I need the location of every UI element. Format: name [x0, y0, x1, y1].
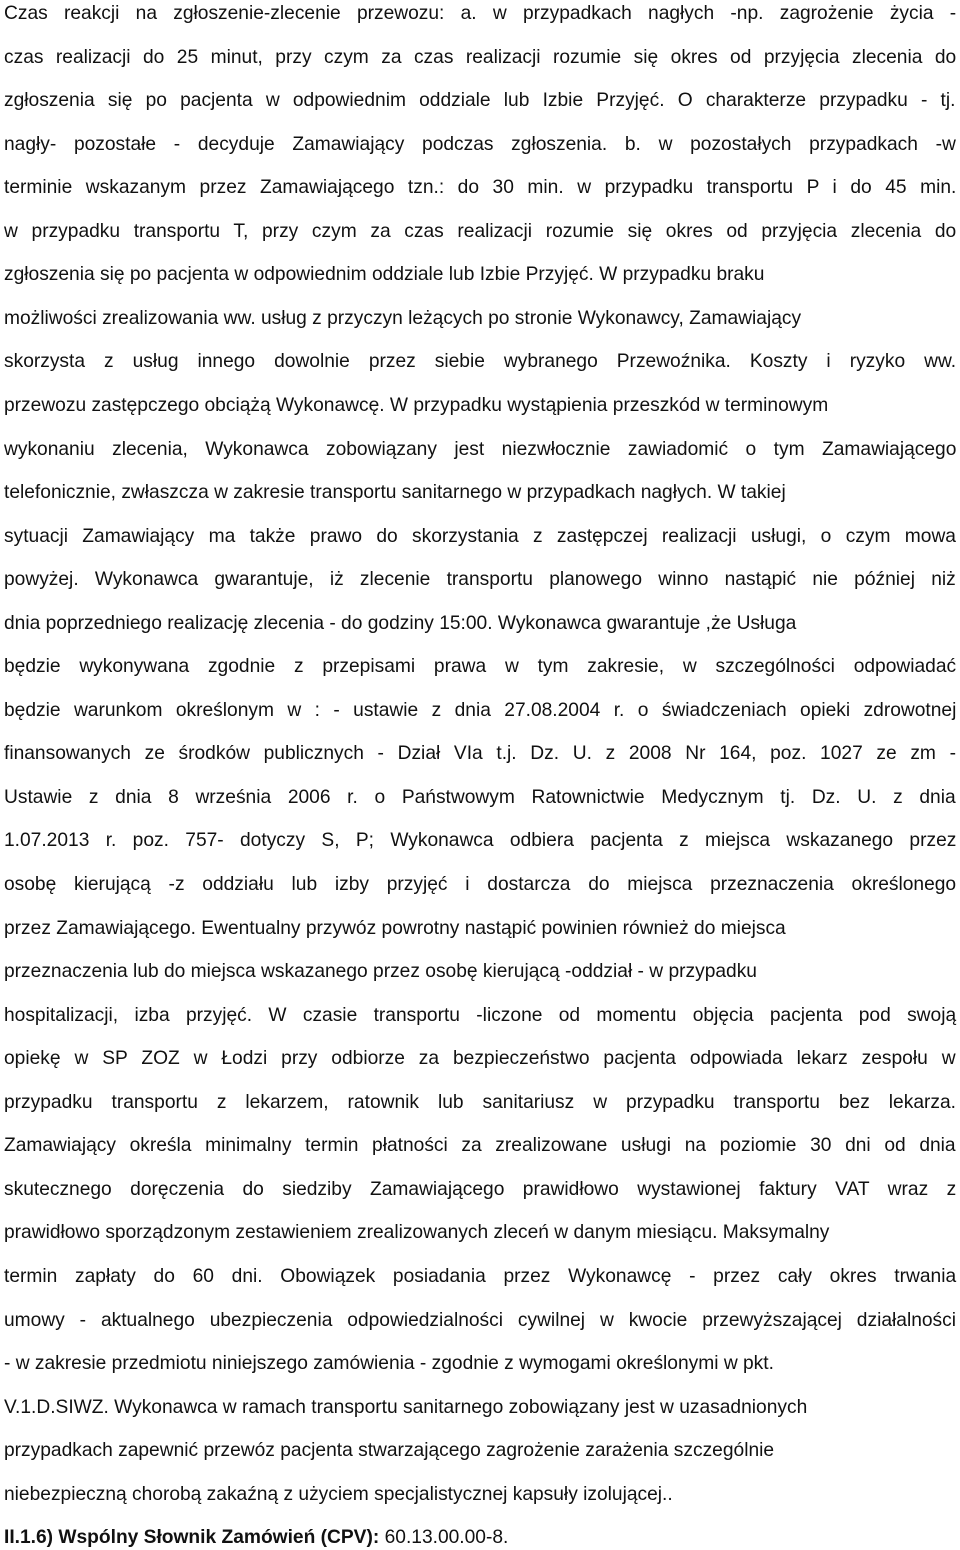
body-text-line: wykonaniu zlecenia, Wykonawca zobowiązany jest niezwłocznie zawiadomić o tym Zamawiającego	[4, 438, 957, 460]
body-text-line: opiekę w SP ZOZ w Łodzi przy odbiorze za bezpieczeństwo pacjenta odpowiada lekarz zespołu w	[4, 1048, 956, 1070]
cpv-heading: II.1.6) Wspólny Słownik Zamówień (CPV):	[4, 1527, 380, 1549]
body-text-line: w przypadku transportu T, przy czym za czas realizacji rozumie się okres od przyjęcia zlecenia do	[4, 220, 957, 242]
body-text-line: osobę kierującą -z oddziału lub izby przyjęć i dostarcza do miejsca przeznaczenia określonego	[4, 874, 957, 895]
body-text-line: finansowanych ze środków publicznych - Dział VIa t.j. Dz. U. z 2008 Nr 164, poz. 1027 ze zm -	[4, 743, 956, 765]
body-text-line: możliwości zrealizowania ww. usług z przyczyn leżących po stronie Wykonawcy, Zamawiający	[4, 307, 802, 329]
body-text-line: telefonicznie, zwłaszcza w zakresie transportu sanitarnego w przypadkach nagłych. W takiej	[4, 482, 786, 504]
body-text-line: sytuacji Zamawiający ma także prawo do skorzystania z zastępczej realizacji usługi, o czym mowa	[4, 525, 956, 547]
body-text-line: termin zapłaty do 60 dni. Obowiązek posiadania przez Wykonawcę - przez cały okres trwania	[4, 1265, 957, 1287]
body-text-line: - w zakresie przedmiotu niniejszego zamówienia - zgodnie z wymogami określonymi w pkt.	[4, 1353, 774, 1375]
body-text-line: prawidłowo sporządzonym zestawieniem zrealizowanych zleceń w danym miesiącu. Maksymalny	[4, 1222, 830, 1244]
body-text-line: powyżej. Wykonawca gwarantuje, iż zlecenie transportu planowego winno nastąpić nie później niż	[4, 569, 956, 591]
body-text-line: przypadkach zapewnić przewóz pacjenta stwarzającego zagrożenie zarażenia szczególnie	[4, 1440, 775, 1462]
body-text-line: Czas reakcji na zgłoszenie-zlecenie przewozu: a. w przypadkach nagłych -np. zagrożenie życia -	[4, 3, 957, 24]
body-text-line: Ustawie z dnia 8 września 2006 r. o Państwowym Ratownictwie Medycznym tj. Dz. U. z dnia	[4, 786, 956, 808]
body-text-line: terminie wskazanym przez Zamawiającego tzn.: do 30 min. w przypadku transportu P i do 45 min.	[4, 177, 957, 199]
body-text-line: przewozu zastępczego obciążą Wykonawcę. W przypadku wystąpienia przeszkód w terminowym	[4, 394, 829, 416]
cpv-line	[4, 1526, 508, 1550]
body-text-line: umowy - aktualnego ubezpieczenia odpowiedzialności cywilnej w kwocie przewyższającej działalności	[4, 1309, 956, 1331]
body-text-line: przez Zamawiającego. Ewentualny przywóz powrotny nastąpić powinien również do miejsca	[4, 917, 786, 939]
body-text-line: 1.07.2013 r. poz. 757- dotyczy S, P; Wykonawca odbiera pacjenta z miejsca wskazanego przez	[4, 830, 957, 852]
cpv-code: 60.13.00.00-8.	[384, 1527, 509, 1549]
body-text-line: zgłoszenia się po pacjenta w odpowiednim oddziale lub Izbie Przyjęć. W przypadku braku	[4, 264, 765, 286]
body-text-line: przeznaczenia lub do miejsca wskazanego przez osobę kierującą -oddział - w przypadku	[4, 961, 757, 983]
body-text-line: V.1.D.SIWZ. Wykonawca w ramach transportu sanitarnego zobowiązany jest w uzasadnionych	[4, 1396, 808, 1418]
body-text-line: nagły- pozostałe - decyduje Zamawiający podczas zgłoszenia. b. w pozostałych przypadkach -w	[4, 133, 956, 155]
body-text-line: przypadku transportu z lekarzem, ratownik lub sanitariusz w przypadku transportu bez lekarza.	[4, 1091, 956, 1113]
body-text-line: będzie wykonywana zgodnie z przepisami prawa w tym zakresie, w szczególności odpowiadać	[4, 656, 957, 678]
body-text-line: skutecznego doręczenia do siedziby Zamawiającego prawidłowo wystawionej faktury VAT wraz z	[4, 1178, 957, 1200]
body-text-line: będzie warunkom określonym w : - ustawie z dnia 27.08.2004 r. o świadczeniach opieki zdrowotnej	[4, 699, 957, 721]
body-text-line: Zamawiający określa minimalny termin płatności za zrealizowane usługi na poziomie 30 dni od dnia	[4, 1135, 956, 1157]
body-text-line: czas realizacji do 25 minut, przy czym za czas realizacji rozumie się okres od przyjęcia zlecenia do	[4, 46, 957, 68]
body-text-line: skorzysta z usług innego dowolnie przez siebie wybranego Przewoźnika. Koszty i ryzyko ww.	[4, 351, 957, 373]
body-text-line: hospitalizacji, izba przyjęć. W czasie transportu -liczone od momentu objęcia pacjenta pod swoją	[4, 1004, 957, 1026]
body-text-line: dnia poprzedniego realizację zlecenia - do godziny 15:00. Wykonawca gwarantuje ,że Usługa	[4, 612, 797, 634]
body-text-line: zgłoszenia się po pacjenta w odpowiednim oddziale lub Izbie Przyjęć. O charakterze przypadku - tj.	[4, 90, 956, 112]
body-text-line: niebezpieczną chorobą zakaźną z użyciem specjalistycznej kapsuły izolującej..	[4, 1483, 673, 1505]
